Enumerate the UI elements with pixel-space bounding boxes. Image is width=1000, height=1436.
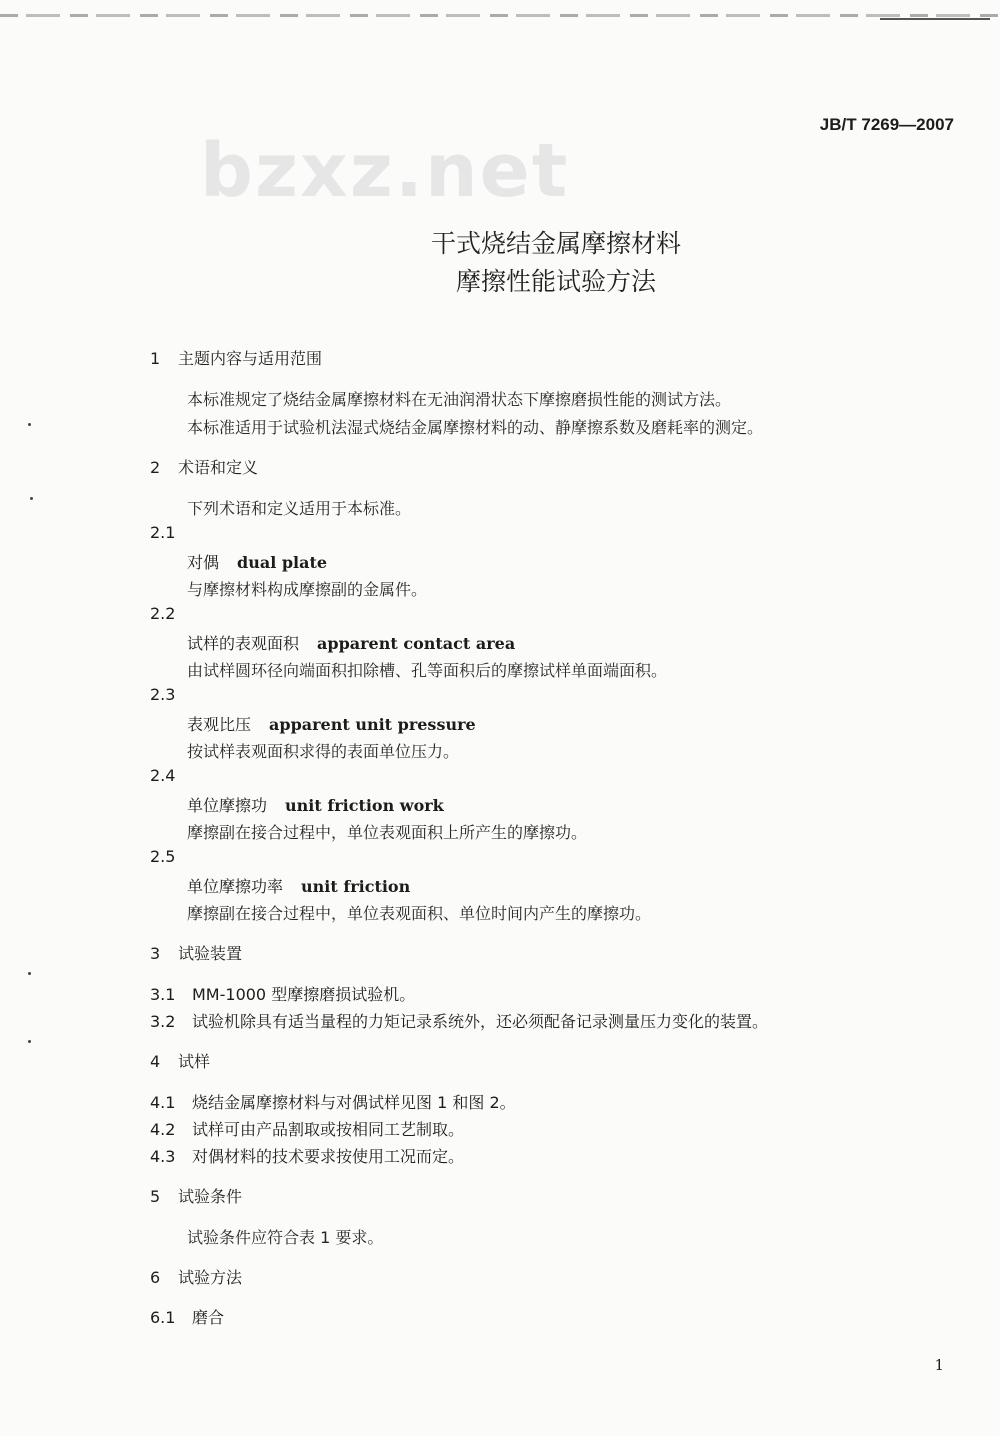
clause-text: 试样可由产品割取或按相同工艺制取。 — [192, 1120, 465, 1139]
header-rule — [880, 18, 990, 20]
section-title: 试验装置 — [178, 944, 243, 963]
term-en: dual plate — [237, 553, 328, 572]
section-3-heading — [150, 941, 242, 964]
term-zh: 对偶 — [187, 553, 220, 572]
clause-number: 4.1 — [150, 1093, 176, 1112]
term-definition: 摩擦副在接合过程中，单位表观面积、单位时间内产生的摩擦功。 — [187, 904, 652, 923]
clause — [150, 982, 415, 1005]
clause-number: 3.2 — [150, 1012, 176, 1031]
section-6-heading — [150, 1265, 242, 1288]
term-en: apparent unit pressure — [269, 715, 476, 734]
clause-number: 4.2 — [150, 1120, 176, 1139]
clause-number: 3.1 — [150, 985, 176, 1004]
term-zh: 试样的表观面积 — [187, 634, 300, 653]
term-definition: 与摩擦材料构成摩擦副的金属件。 — [187, 580, 428, 599]
section-title: 试验条件 — [178, 1187, 243, 1206]
clause-text: MM-1000 型摩擦磨损试验机。 — [192, 985, 416, 1004]
term-number: 2.1 — [150, 523, 176, 542]
clause — [150, 1090, 516, 1113]
term-title — [187, 793, 444, 816]
clause — [150, 1009, 768, 1032]
section-number: 4 — [150, 1052, 161, 1071]
clause-text: 对偶材料的技术要求按使用工况而定。 — [192, 1147, 465, 1166]
watermark: bzxz.net — [200, 128, 570, 214]
section-title: 主题内容与适用范围 — [178, 349, 323, 368]
standard-code: JB/T 7269—2007 — [819, 115, 954, 134]
clause-text: 试验机除具有适当量程的力矩记录系统外，还必须配备记录测量压力变化的装置。 — [192, 1012, 769, 1031]
term-title — [187, 874, 410, 897]
term-en: unit friction work — [285, 796, 444, 815]
clause — [150, 1117, 464, 1140]
term-en: apparent contact area — [317, 634, 516, 653]
section-number: 2 — [150, 458, 161, 477]
paragraph: 本标准规定了烧结金属摩擦材料在无油润滑状态下摩擦磨损性能的测试方法。 — [187, 390, 732, 409]
scan-speck — [28, 423, 31, 426]
term-number: 2.4 — [150, 766, 176, 785]
section-title: 试样 — [178, 1052, 211, 1071]
document-title-line2: 摩擦性能试验方法 — [455, 267, 656, 296]
scan-speck — [28, 972, 31, 975]
page-number: 1 — [934, 1356, 944, 1374]
term-title — [187, 550, 327, 573]
term-definition: 由试样圆环径向端面积扣除槽、孔等面积后的摩擦试样单面端面积。 — [187, 661, 668, 680]
section-title: 术语和定义 — [178, 458, 259, 477]
term-zh: 单位摩擦功 — [187, 796, 268, 815]
section-number: 6 — [150, 1268, 161, 1287]
clause — [150, 1144, 464, 1167]
scan-speck — [30, 497, 33, 500]
scan-edge-line — [0, 14, 1000, 17]
clause-text: 烧结金属摩擦材料与对偶试样见图 1 和图 2。 — [192, 1093, 516, 1112]
term-title — [187, 712, 476, 735]
section-title: 试验方法 — [178, 1268, 243, 1287]
term-number: 2.5 — [150, 847, 176, 866]
term-en: unit friction — [301, 877, 411, 896]
term-definition: 按试样表观面积求得的表面单位压力。 — [187, 742, 460, 761]
clause-number: 4.3 — [150, 1147, 176, 1166]
scan-speck — [28, 1040, 31, 1043]
term-definition: 摩擦副在接合过程中，单位表观面积上所产生的摩擦功。 — [187, 823, 588, 842]
document-title-line1: 干式烧结金属摩擦材料 — [430, 229, 681, 258]
term-title — [187, 631, 515, 654]
section-4-heading — [150, 1049, 210, 1072]
subsection-heading — [150, 1305, 224, 1328]
section-1-heading — [150, 346, 322, 369]
clause-number: 6.1 — [150, 1308, 176, 1327]
term-number: 2.3 — [150, 685, 176, 704]
term-number: 2.2 — [150, 604, 176, 623]
section-2-heading — [150, 455, 258, 478]
paragraph: 下列术语和定义适用于本标准。 — [187, 499, 412, 518]
section-number: 3 — [150, 944, 161, 963]
clause-text: 磨合 — [192, 1308, 225, 1327]
term-zh: 表观比压 — [187, 715, 252, 734]
section-number: 5 — [150, 1187, 161, 1206]
section-number: 1 — [150, 349, 161, 368]
term-zh: 单位摩擦功率 — [187, 877, 284, 896]
paragraph: 本标准适用于试验机法湿式烧结金属摩擦材料的动、静摩擦系数及磨耗率的测定。 — [187, 418, 764, 437]
paragraph: 试验条件应符合表 1 要求。 — [187, 1228, 384, 1247]
section-5-heading — [150, 1184, 242, 1207]
